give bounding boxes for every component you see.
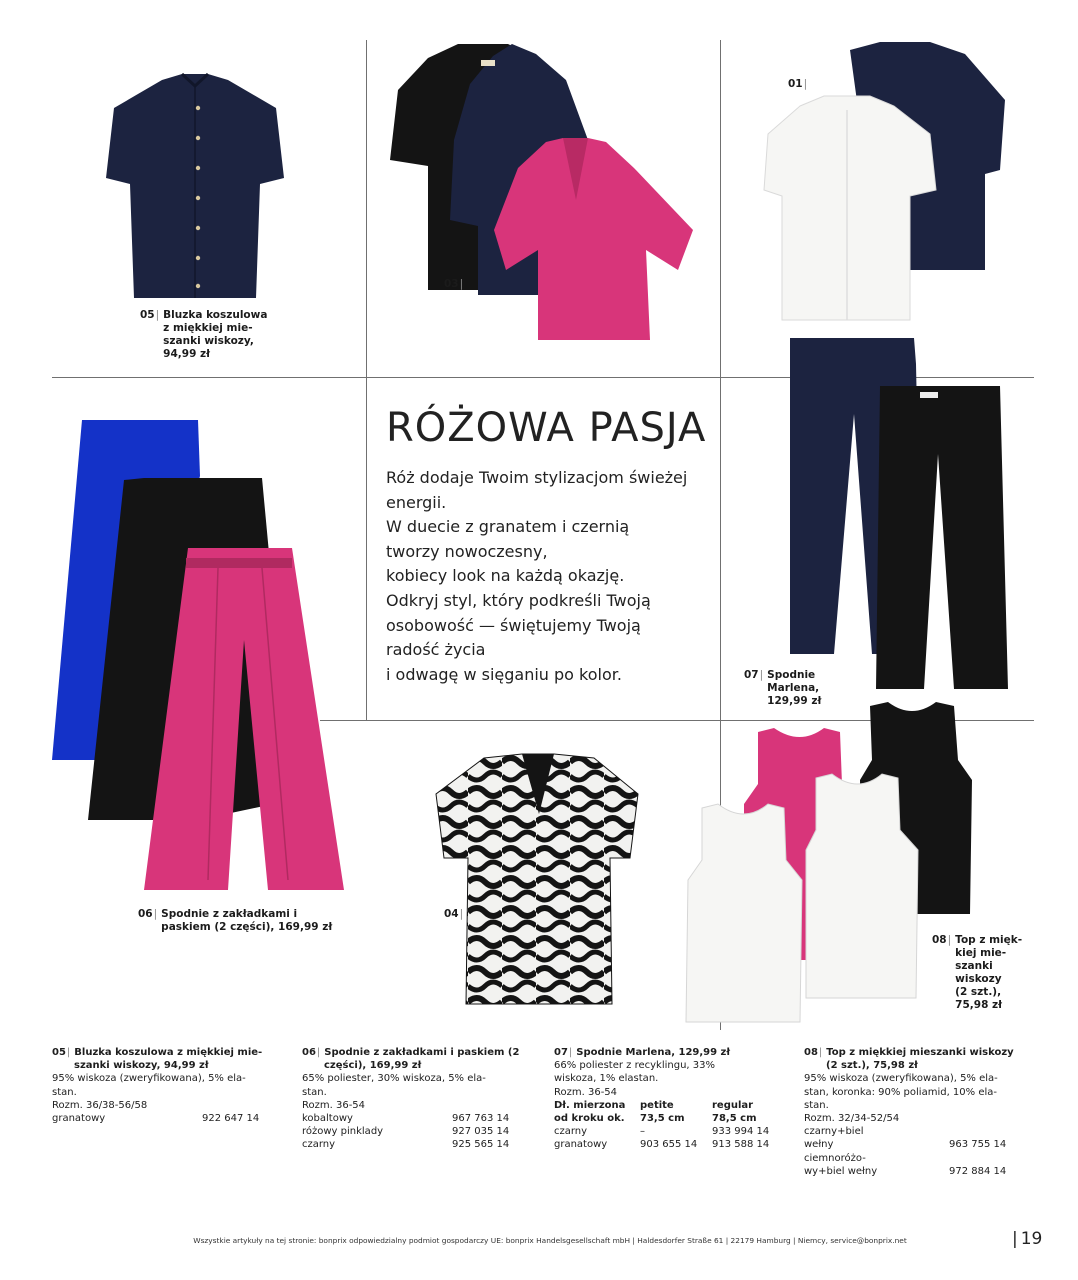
navy-blouse-image <box>100 68 290 303</box>
caption-06: 06| Spodnie z zakładkami i paskiem (2 części), 169,99 zł <box>138 908 333 933</box>
caption-08: 08| Top z mięk- kiej mie- szanki wiskozy (2 szt.), 75,98 zł <box>932 934 1023 1011</box>
caption-03: 03| <box>444 278 464 290</box>
spec-06: 06| Spodnie z zakładkami i paskiem (2 części), 169,99 zł 65% poliester, 30% wiskoza, 5% ela- stan. Rozm. 36-54 kobaltowy 967 763 14 różowy pinklady 927 035 14 czarny 925 565 14 <box>302 1046 537 1152</box>
spec-08-row: czarny+biel <box>804 1126 864 1138</box>
page-number: | 19 <box>1012 1229 1042 1249</box>
page-title: RÓŻOWA PASJA <box>386 405 707 451</box>
spec-05-row: granatowy 922 647 14 <box>52 1113 260 1125</box>
spec-07-row: czarny – 933 994 14 <box>554 1126 770 1138</box>
spec-08-row: ciemnoróżo- <box>804 1152 866 1164</box>
caption-05-number: 05 <box>140 309 155 321</box>
patterned-top-image <box>434 754 644 1010</box>
spec-08: 08| Top z miękkiej mieszanki wiskozy (2 szt.), 75,98 zł 95% wiskoza (zweryfikowana), 5% ela- stan, koronka: 90% poliamid, 10% ela- stan. Rozm. 32/34-52/54 czarny+biel wełny 963 755 14 ciemnoróżo- wy+biel wełny 972 884 14 <box>804 1046 1044 1178</box>
spec-08-row: wełny 963 755 14 <box>804 1139 1007 1151</box>
spec-06-row: różowy pinklady 927 035 14 <box>302 1126 510 1138</box>
caption-05: 05| Bluzka koszulowa z miękkiej mie- szanki wiskozy, 94,99 zł <box>140 309 268 360</box>
spec-08-row: wy+biel wełny 972 884 14 <box>804 1165 1007 1177</box>
caption-05-text: Bluzka koszulowa z miękkiej mie- szanki wiskozy, 94,99 zł <box>163 309 268 360</box>
spec-06-row: czarny 925 565 14 <box>302 1139 510 1151</box>
spec-07-row: granatowy 903 655 14 913 588 14 <box>554 1139 770 1151</box>
caption-04: 04| <box>444 908 464 920</box>
intro-text: Róż dodaje Twoim stylizacjom świeżej energii. W duecie z granatem i czernią tworzy nowoczesny, kobiecy look na każdą okazję. Odkryj styl, który podkreśli Twoją osobowość — świętujemy Twoją radość życia i odwagę w sięganiu po kolor. <box>386 468 688 684</box>
v-neck-blouses-image <box>388 40 703 345</box>
caption-01: 01| <box>788 78 808 90</box>
spec-07-table-head: Dł. mierzona od kroku ok. petite 73,5 cm regular 78,5 cm <box>554 1099 757 1125</box>
spec-05: 05| Bluzka koszulowa z miękkiej mie- szanki wiskozy, 94,99 zł 95% wiskoza (zweryfikowana), 5% ela- stan. Rozm. 36/38-56/58 granatowy 922 647 14 <box>52 1046 277 1125</box>
grid-line-vertical-left <box>366 40 367 720</box>
legal-footer: Wszystkie artykuły na tej stronie: bonprix odpowiedzialny podmiot gospodarczy UE: bonprix Handelsgesellschaft mbH | Haldesdorfer Straße 61 | 22179 Hamburg | Niemcy, service@bonprix.net <box>193 1236 907 1245</box>
marlena-trousers-image <box>784 334 1014 694</box>
spec-07: 07| Spodnie Marlena, 129,99 zł 66% poliester z recyklingu, 33% wiskoza, 1% elastan. Rozm. 36-54 Dł. mierzona od kroku ok. petite 73,5 cm regular 78,5 cm czarny – 933 994 14 granatowy 903 655 14 913 588 14 <box>554 1046 794 1152</box>
caption-07: 07| Spodnie Marlena, 129,99 zł <box>744 669 822 707</box>
spec-06-row: kobaltowy 967 763 14 <box>302 1113 510 1125</box>
wide-trousers-image <box>48 420 358 900</box>
